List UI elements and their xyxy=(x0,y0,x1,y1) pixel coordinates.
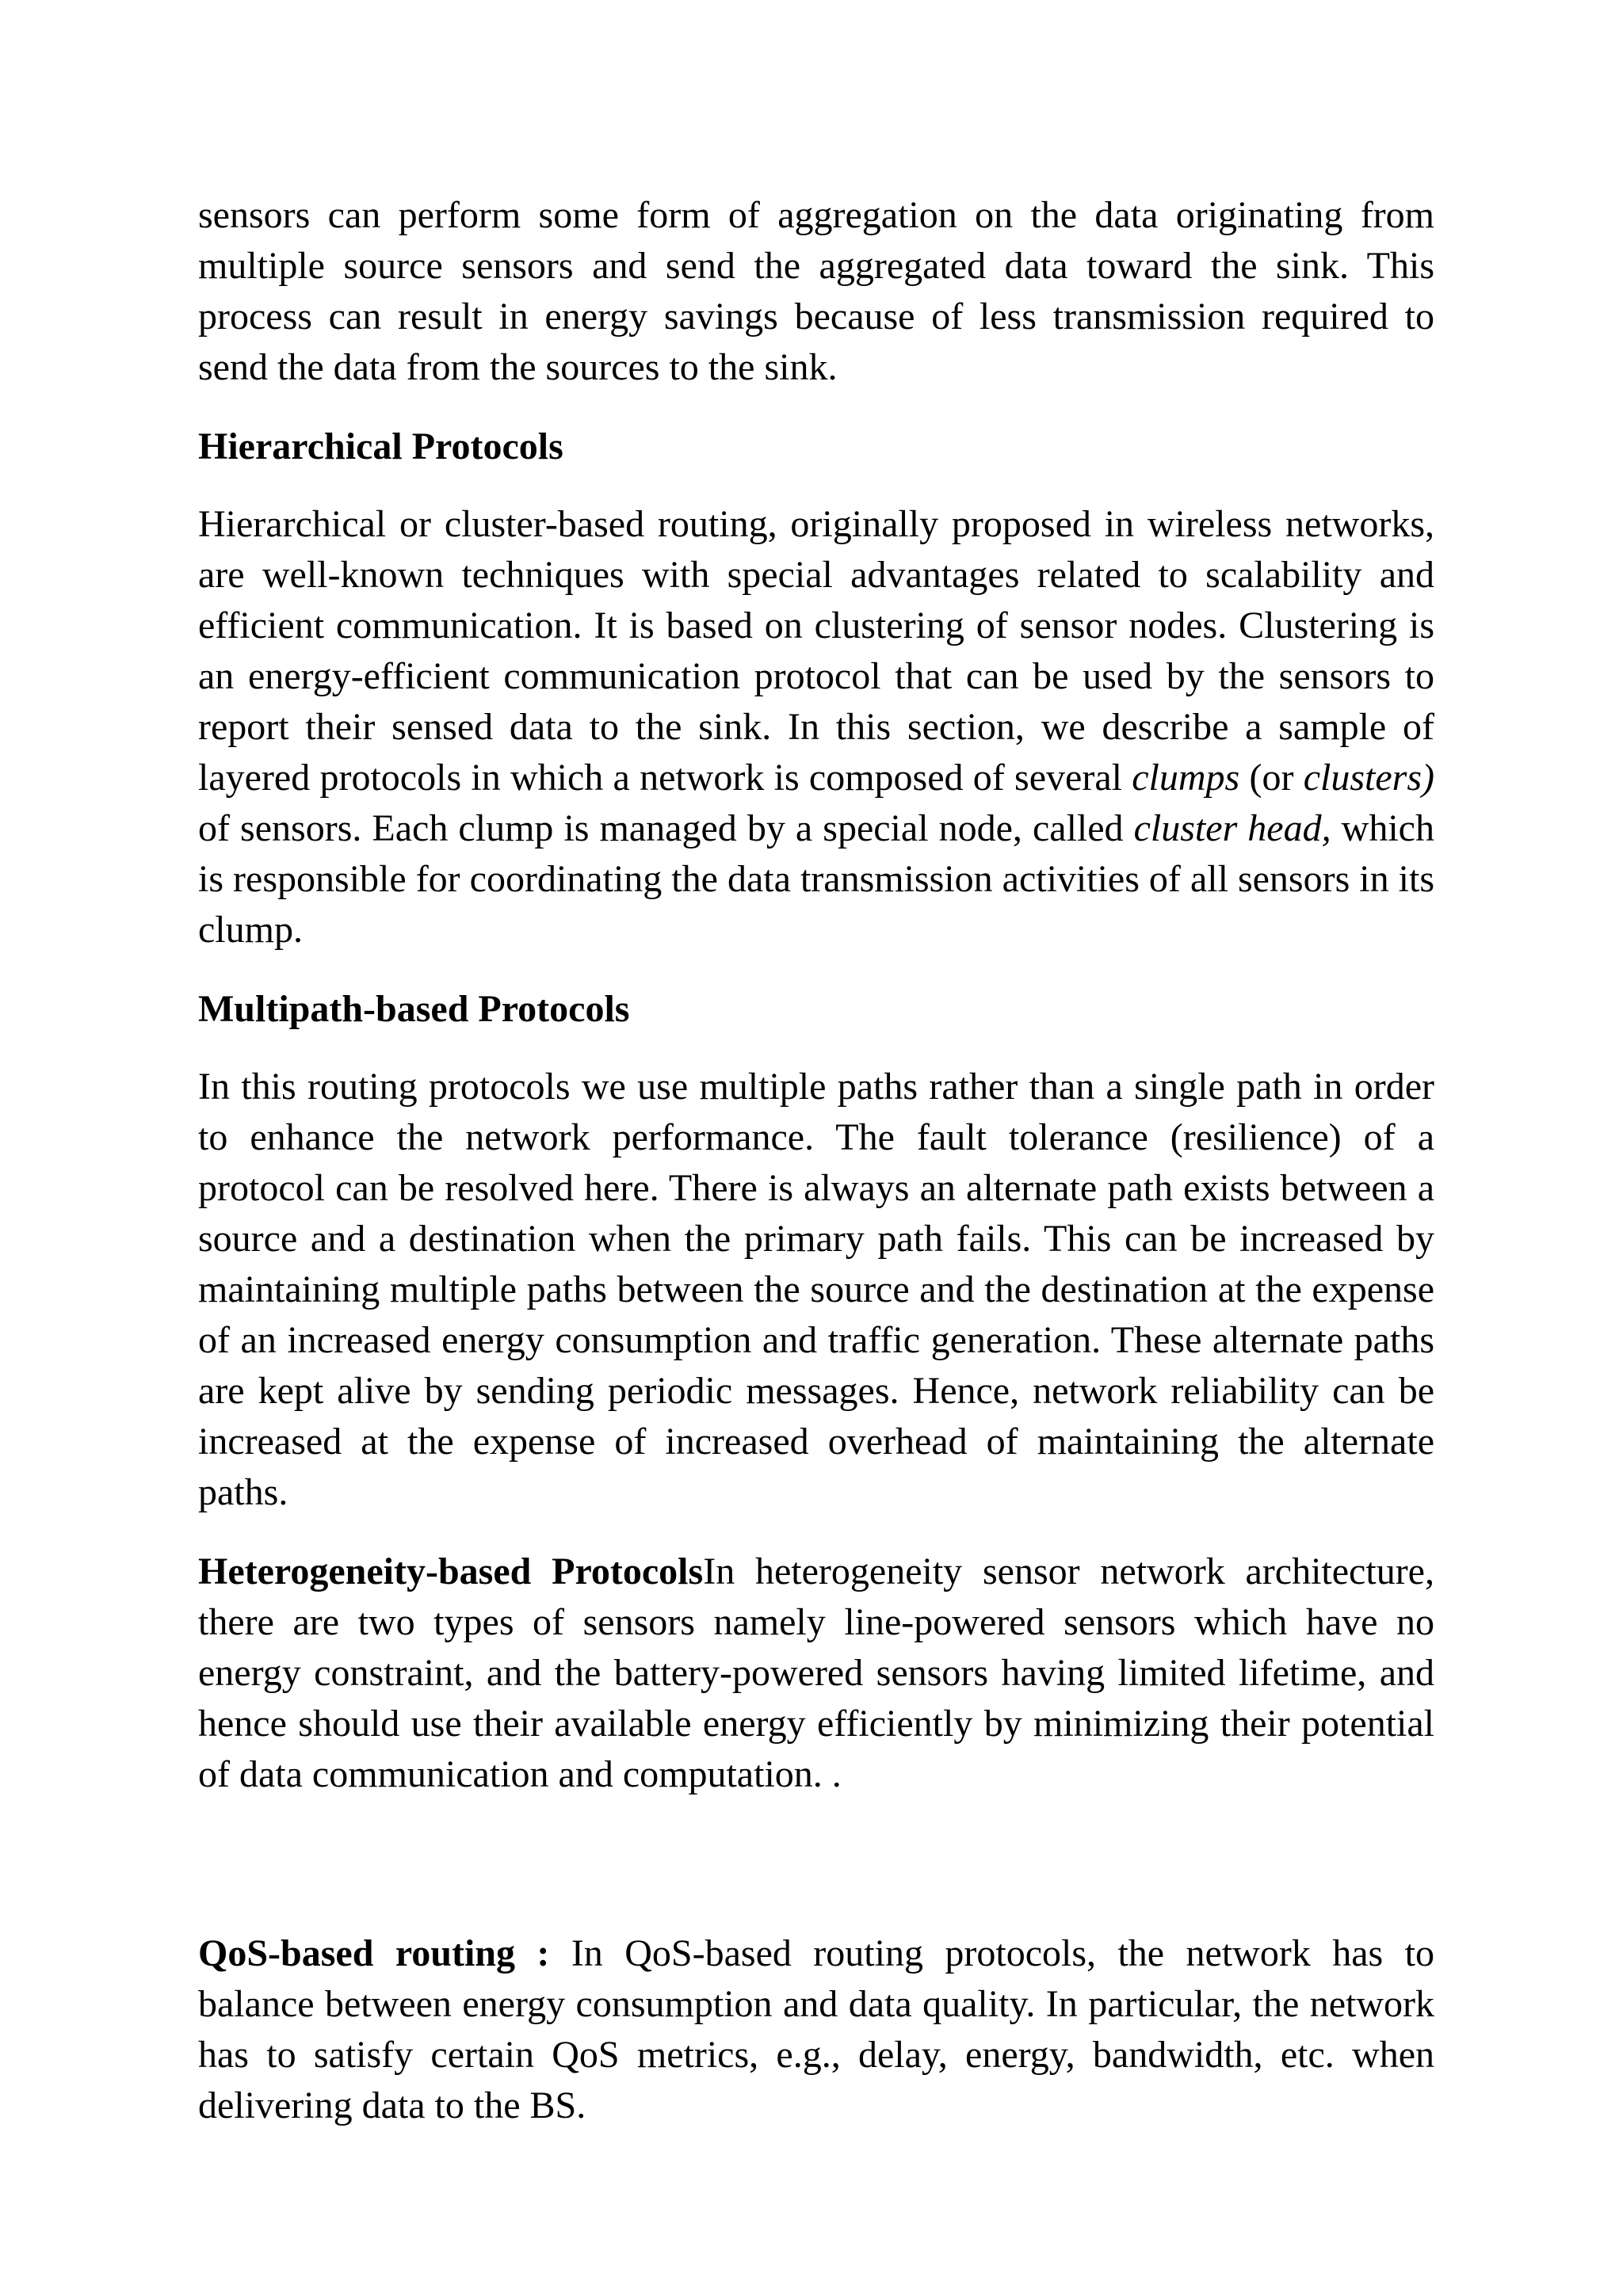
term-cluster-head: cluster head, xyxy=(1133,807,1331,849)
multipath-paragraph: In this routing protocols we use multiple paths rather than a single path in order to enhance the network performance. The fault tolerance (resilience) of a protocol can be resolved here. There is always an alternate path exists between a source and a destination when the primary path fails. This can be increased by maintaining multiple paths between the source and the destination at the expense of an increased energy consumption and traffic generation. These alternate paths are kept alive by sending periodic messages. Hence, network reliability can be increased at the expense of increased overhead of maintaining the alternate paths. xyxy=(198,1066,1434,1513)
intro-paragraph: sensors can perform some form of aggregation on the data originating from multiple source sensors and send the aggregated data toward the sink. This process can result in energy savings because of less transmission required to send the data from the sources to the sink. xyxy=(198,194,1434,388)
document-page xyxy=(198,190,1434,2131)
term-clumps: clumps xyxy=(1132,757,1240,799)
heterogeneity-text: In heterogeneity sensor network architecture, there are two types of sensors namely line-powered sensors which have no energy constraint, and the battery-powered sensors having limited lifetime, and hence should use their available energy efficiently by minimizing their potential of data communication and computation. . xyxy=(198,1550,1434,1795)
hierarchical-text-2: (or xyxy=(1239,757,1304,799)
multipath-heading: Multipath-based Protocols xyxy=(198,988,630,1030)
hierarchical-heading: Hierarchical Protocols xyxy=(198,425,563,467)
hierarchical-text-3: of sensors. Each clump is managed by a special node, called xyxy=(198,807,1134,849)
hierarchical-paragraph xyxy=(198,499,1434,955)
qos-heading: QoS-based routing : xyxy=(198,1932,550,1974)
heterogeneity-heading: Heterogeneity-based Protocols xyxy=(198,1550,704,1592)
heterogeneity-paragraph xyxy=(198,1547,1434,1800)
qos-text: In QoS-based routing protocols, the network has to balance between energy consumption and data quality. In particular, the network has to satisfy certain QoS metrics, e.g., delay, energy, bandwidth, etc. when delivering data to the BS. xyxy=(198,1932,1434,2126)
term-clusters: clusters) xyxy=(1303,757,1434,799)
hierarchical-text-1: Hierarchical or cluster-based routing, originally proposed in wireless networks, are well-known techniques with special advantages related to scalability and efficient communication. It is based on clustering of sensor nodes. Clustering is an energy-efficient communication protocol that can be used by the sensors to report their sensed data to the sink. In this section, we describe a sample of layered protocols in which a network is composed of several xyxy=(198,503,1434,799)
qos-paragraph xyxy=(198,1928,1434,2131)
hierarchical-text-4: which is responsible for coordinating the data transmission activities of all sensors in its clump. xyxy=(198,807,1434,951)
